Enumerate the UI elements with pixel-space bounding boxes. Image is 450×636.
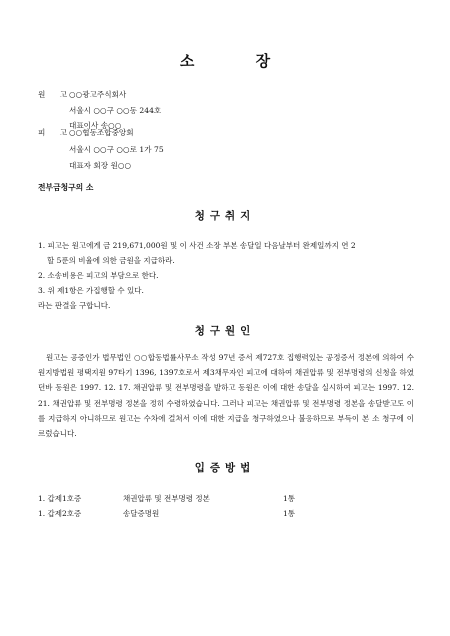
evidence-count: 1통 bbox=[283, 509, 296, 518]
document-title: 소 장 bbox=[179, 52, 299, 70]
evidence-count: 1통 bbox=[283, 494, 296, 503]
claim-item bbox=[38, 238, 414, 268]
plaintiff-address: 서울시 ○○구 ○○동 244호 bbox=[69, 105, 162, 115]
claim-item bbox=[38, 283, 414, 298]
evidence-number: 1. 갑제2호증 bbox=[38, 509, 82, 518]
defendant-address: 서울시 ○○구 ○○로 1가 75 bbox=[69, 145, 164, 154]
evidence-list bbox=[38, 491, 414, 521]
claim-item bbox=[38, 268, 414, 283]
claim-text: 1. 피고는 원고에게 금 219,671,000원 및 이 사건 소장 부본 송달일 다음날부터 완제일까지 연 2 bbox=[38, 241, 356, 250]
evidence-name: 송달증명원 bbox=[123, 509, 160, 518]
reason-title: 청구원인 bbox=[194, 325, 256, 337]
claims-list bbox=[38, 238, 414, 313]
defendant-name: ○○협동조합중앙회 bbox=[69, 128, 134, 137]
plaintiff-representative: 대표이사 송○○ bbox=[69, 121, 122, 130]
evidence-number: 1. 갑제1호증 bbox=[38, 494, 82, 503]
reason-text: 원고는 공증인가 법무법인 ○○합동법률사무소 작성 97년 증서 제727호 집행력있는 공정증서 정본에 의하여 수원지방법원 평택지원 97타기 1396, 1397호로서 제3채무자인 피고에 대하여 채권압류 및 전부명령의 신청을 하였던바 동원은 1997. 12. 17. 채권압류 및 전부명령을 발하고 동원은 이에 대한 송달을 실시하여 피고는 1997. 12. 21. 채권압류 및 전부명령 정본을 정히 수령하였습니다. 그러나 피고는 채권압류 및 전부명령 정본을 송달받고도 이를 지급하지 아니하므로 원고는 수차에 걸쳐서 이에 대한 지급을 청구하였으나 불응하므로 부득이 본 소 청구에 이르렀습니다. bbox=[38, 353, 414, 439]
plaintiff-name: ○○광고주식회사 bbox=[69, 90, 127, 99]
evidence-row bbox=[38, 506, 414, 521]
defendant-representative: 대표자 회장 원○○ bbox=[69, 161, 132, 170]
evidence-row bbox=[38, 491, 414, 506]
evidence-name: 채권압류 및 전부명령 정본 bbox=[123, 494, 210, 503]
claim-text: 3. 위 제1항은 가집행할 수 있다. bbox=[38, 286, 144, 295]
evidence-title: 입증방법 bbox=[194, 462, 256, 474]
claims-title: 청구취지 bbox=[194, 210, 256, 222]
plaintiff-role: 원 고 bbox=[38, 90, 74, 99]
defendant-role: 피 고 bbox=[38, 128, 74, 137]
claim-text: 2. 소송비용은 피고의 부담으로 한다. bbox=[38, 271, 159, 280]
claim-text-cont: 할 5푼의 비율에 의한 금원을 지급하라. bbox=[47, 256, 175, 265]
claims-closing: 라는 판결을 구합니다. bbox=[38, 301, 111, 310]
case-name: 전부금청구의 소 bbox=[38, 183, 94, 192]
